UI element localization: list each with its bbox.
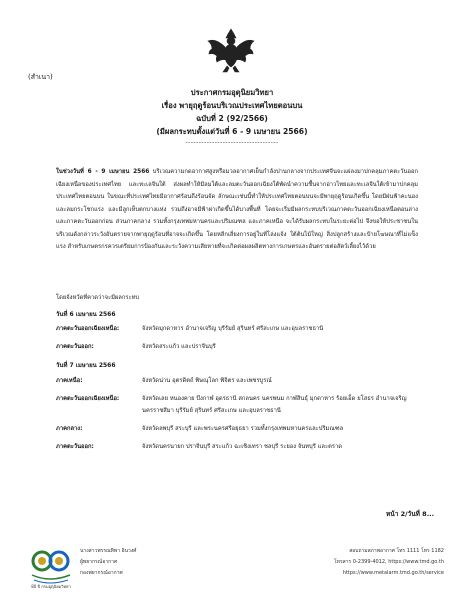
region-label: ภาคตะวันออก: bbox=[56, 444, 94, 450]
footer-contact-info bbox=[250, 546, 444, 579]
region-provinces: จังหวัดลพบุรี สระบุรี และพระนครศรีอยุธยา รวมทั้งกรุงเทพมหานครและปริมณฑล bbox=[142, 426, 344, 432]
effective-period: (มีผลกระทบตั้งแต่วันที่ 6 - 9 เมษายน 2566) bbox=[156, 127, 308, 136]
region-label: ภาคตะวันออกเฉียงเหนือ: bbox=[56, 396, 120, 402]
region-provinces: จังหวัดเลย หนองคาย บึงกาฬ อุดรธานี สกลนคร นครพนม กาฬสินธุ์ มุกดาหาร ร้อยเอ็ด ยโสธร อำนาจเจริญ นครราชสีมา บุรีรัมย์ สุรินทร์ ศรีสะเกษ และอุบลราชธานี bbox=[142, 396, 407, 414]
region-provinces: จังหวัดนครนายก ปราจีนบุรี สระแก้ว ฉะเชิงเทรา ชลบุรี ระยอง จันทบุรี และตราด bbox=[142, 444, 342, 450]
issue-number: ฉบับที่ 2 (92/2566) bbox=[196, 114, 268, 123]
region-label: ภาคกลาง: bbox=[56, 426, 83, 432]
region-provinces: จังหวัดน่าน อุตรดิตถ์ พิษณุโลก พิจิตร และเพชรบูรณ์ bbox=[142, 378, 272, 384]
metalarm-link[interactable]: https://www.metalarm.tmd.go.th/service bbox=[342, 570, 444, 576]
subject-title: เรื่อง พายุฤดูร้อนบริเวณประเทศไทยตอนบน bbox=[161, 101, 303, 110]
region-provinces: จังหวัดสระแก้ว และปราจีนบุรี bbox=[142, 344, 216, 350]
region-provinces: จังหวัดมุกดาหาร อำนาจเจริญ บุรีรัมย์ สุรินทร์ ศรีสะเกษ และอุบลราชธานี bbox=[142, 326, 324, 332]
region-label: ภาคตะวันออกเฉียงเหนือ: bbox=[56, 326, 120, 332]
body-lead-date: ในช่วงวันที่ 6 - 9 เมษายน 2566 bbox=[56, 169, 150, 175]
copy-label: (สำเนา) bbox=[28, 73, 53, 81]
forecaster-role: ผู้พยากรณ์อากาศ bbox=[80, 559, 118, 565]
region-label: ภาคเหนือ: bbox=[56, 378, 83, 384]
logo-caption: 80 ปี กรมอุตุนิยมวิทยา bbox=[31, 584, 71, 589]
forecaster-division: กองพยากรณ์อากาศ bbox=[80, 570, 123, 576]
forecaster-name: นางสาวพรรณทิพา อินวงศ์ bbox=[80, 548, 137, 554]
fax-website-info[interactable]: โทรสาร 0-2399-4012, https://www.tmd.go.th bbox=[334, 559, 444, 565]
forecast-intro: โดยจังหวัดที่คาดว่าจะมีผลกระทบ bbox=[56, 295, 140, 301]
forecast-date-1: วันที่ 6 เมษายน 2566 bbox=[56, 311, 116, 318]
footer-contact-person bbox=[80, 546, 136, 579]
forecast-date-2: วันที่ 7 เมษายน 2566 bbox=[56, 362, 116, 369]
hotline-info: สอบถามสภาพอากาศ โทร 1111 โทร 1182 bbox=[349, 548, 444, 554]
region-label: ภาคตะวันออก: bbox=[56, 344, 94, 350]
next-page-indicator: หน้า 2/วันที่ 8... bbox=[386, 510, 435, 518]
department-title: ประกาศกรมอุตุนิยมวิทยา bbox=[190, 88, 274, 97]
title-block bbox=[0, 86, 464, 148]
body-paragraph bbox=[56, 166, 418, 254]
separator-line: ----------------------------------- bbox=[185, 139, 279, 146]
body-text: บริเวณความกดอากาศสูงหรือมวลอากาศเย็นกำลังปานกลางจากประเทศจีนจะแผ่ลงมาปกคลุมภาคตะวันออกเฉียงเหนือของประเทศไทย และทะเลจีนใต้ ส่งผลทำให้มีลมใต้และลมตะวันออกเฉียงใต้พัดนำความชื้นจากอ่าวไทยและทะเลจีนใต้เข้ามาปกคลุมประเทศไทยตอนบน ในขณะที่ประเทศไทยมีอากาศร้อนถึงร้อนจัด ลักษณะเช่นนี้ทำให้ประเทศไทยตอนบนจะมีพายุฤดูร้อนเกิดขึ้น โดยมีฝนฟ้าคะนองและลมกระโชกแรง และมีลูกเห็บตกบางแห่ง รวมถึงอาจมีฟ้าผ่าเกิดขึ้นได้บางพื้นที่ โดยจะเริ่มมีผลกระทบบริเวณภาคตะวันออกเฉียงเหนือตอนล่างและภาคตะวันออกก่อน ส่วนภาคกลาง รวมทั้งกรุงเทพมหานครและปริมณฑล และภาคเหนือ จะได้รับผลกระทบในระยะต่อไป จึงขอให้ประชาชนในบริเวณดังกล่าวระวังอันตรายจากพายุฤดูร้อนที่อาจจะเกิดขึ้น โดยหลีกเลี่ยงการอยู่ในที่โล่งแจ้ง ใต้ต้นไม้ใหญ่ สิ่งปลูกสร้างและป้ายโฆษณาที่ไม่แข็งแรง สำหรับเกษตรกรควรเตรียมการป้องกันและระวังความเสียหายที่จะเกิดต่อผลผลิตทางการเกษตรและอันตรายต่อสัตว์เลี้ยงไว้ด้วย bbox=[56, 169, 418, 250]
garuda-emblem-icon bbox=[206, 25, 256, 75]
tmd-80-years-logo-icon bbox=[28, 545, 74, 591]
